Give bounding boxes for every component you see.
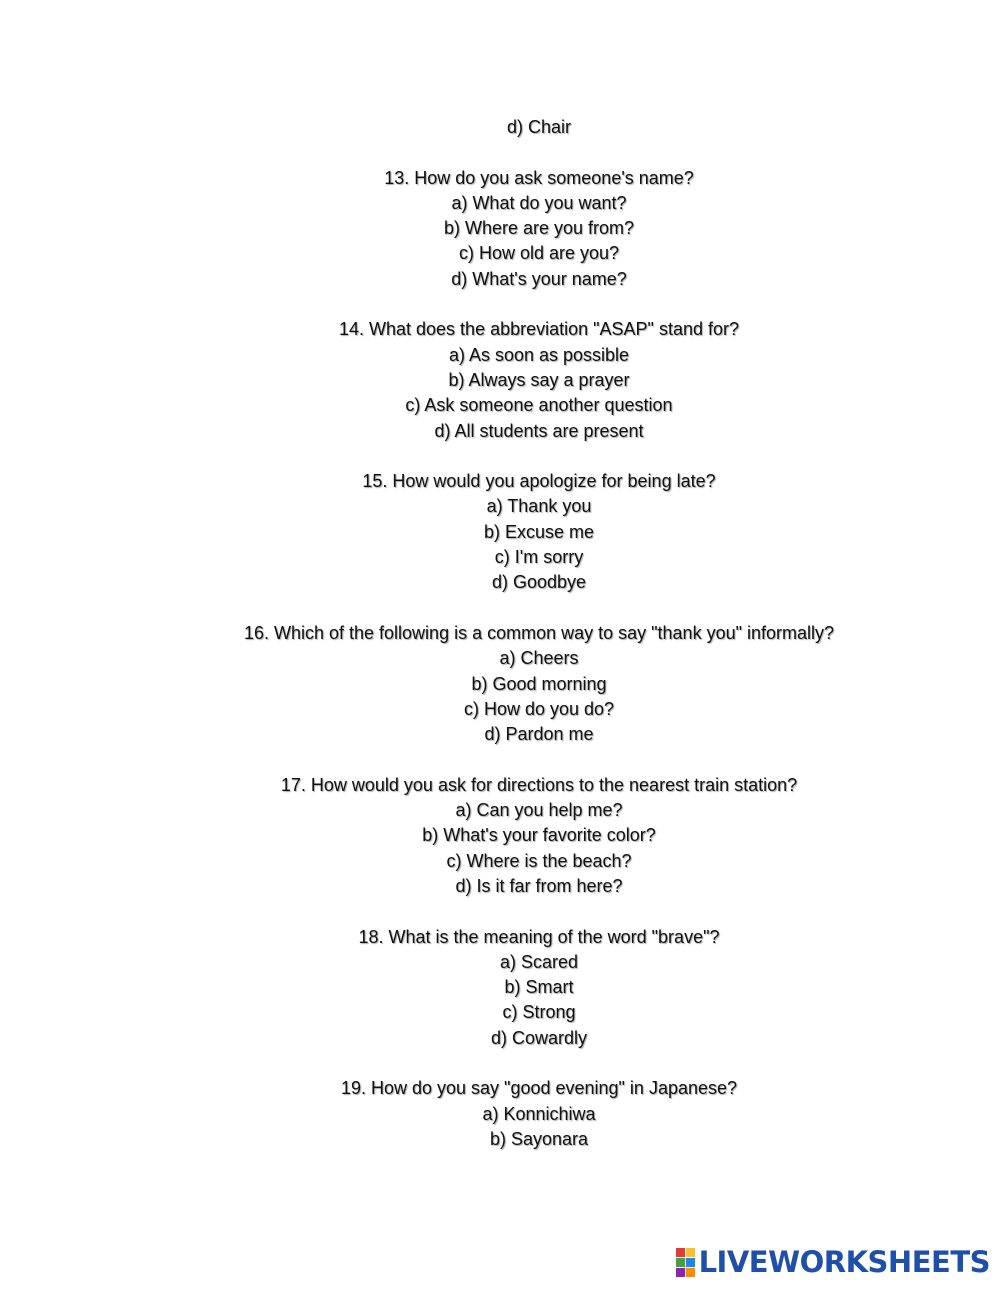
question-block-14	[0, 317, 1000, 443]
answer-option: a) What do you want?	[451, 192, 627, 213]
answer-option: a) Konnichiwa	[482, 1103, 596, 1124]
answer-option: d) Is it far from here?	[455, 875, 623, 896]
liveworksheets-logo	[676, 1245, 990, 1279]
answer-option: a) Thank you	[486, 496, 592, 517]
spacer	[0, 747, 1000, 772]
spacer	[0, 899, 1000, 924]
answer-option: a) Cheers	[499, 648, 579, 669]
logo-block	[686, 1268, 695, 1277]
answer-option: d) Cowardly	[490, 1027, 588, 1048]
question-text: 16. Which of the following is a common way to say "thank you" informally?	[243, 622, 835, 643]
question-block-15	[0, 469, 1000, 595]
logo-block	[676, 1268, 685, 1277]
logo-block	[676, 1248, 685, 1257]
spacer	[0, 140, 1000, 165]
answer-option: b) Good morning	[471, 673, 607, 694]
question-block-18	[0, 925, 1000, 1051]
answer-option: a) Scared	[499, 951, 579, 972]
answer-option: c) How old are you?	[458, 243, 620, 264]
answer-option: a) Can you help me?	[455, 800, 623, 821]
question-text: 18. What is the meaning of the word "brave"?	[358, 926, 720, 947]
answer-option: b) Excuse me	[483, 521, 595, 542]
answer-option: c) Strong	[502, 1002, 576, 1023]
answer-option: c) How do you do?	[463, 698, 615, 719]
answer-option: d) All students are present	[434, 420, 644, 441]
answer-option: d) Goodbye	[491, 572, 587, 593]
question-text: 19. How do you say "good evening" in Japanese?	[340, 1078, 738, 1099]
answer-option: a) As soon as possible	[448, 344, 630, 365]
logo-block	[686, 1248, 695, 1257]
question-text: 14. What does the abbreviation "ASAP" stand for?	[338, 319, 740, 340]
spacer	[0, 292, 1000, 317]
logo-blocks-icon	[676, 1248, 695, 1277]
question-block-17	[0, 773, 1000, 899]
logo-text: LIVEWORKSHEETS	[698, 1245, 990, 1279]
spacer	[0, 444, 1000, 469]
question-text: 15. How would you apologize for being late?	[362, 471, 716, 492]
spacer	[0, 596, 1000, 621]
answer-option: c) I'm sorry	[494, 547, 584, 568]
question-text: 17. How would you ask for directions to the nearest train station?	[280, 774, 798, 795]
question-block-19	[0, 1076, 1000, 1152]
question-block-13	[0, 166, 1000, 292]
answer-option: d) Pardon me	[484, 724, 594, 745]
answer-option: b) Sayonara	[489, 1128, 589, 1149]
answer-option: b) Always say a prayer	[448, 369, 630, 390]
logo-block	[686, 1258, 695, 1267]
spacer	[0, 1051, 1000, 1076]
answer-option: b) Smart	[504, 977, 574, 998]
answer-option: b) What's your favorite color?	[422, 825, 656, 846]
question-block-16	[0, 621, 1000, 747]
answer-option: d) Chair	[506, 117, 572, 137]
answer-option: b) Where are you from?	[443, 218, 635, 239]
answer-option: d) What's your name?	[451, 268, 627, 289]
worksheet-content	[0, 115, 1000, 1152]
answer-option: c) Ask someone another question	[405, 395, 673, 416]
answer-option: c) Where is the beach?	[446, 850, 632, 871]
question-text: 13. How do you ask someone's name?	[384, 167, 694, 188]
logo-block	[676, 1258, 685, 1267]
